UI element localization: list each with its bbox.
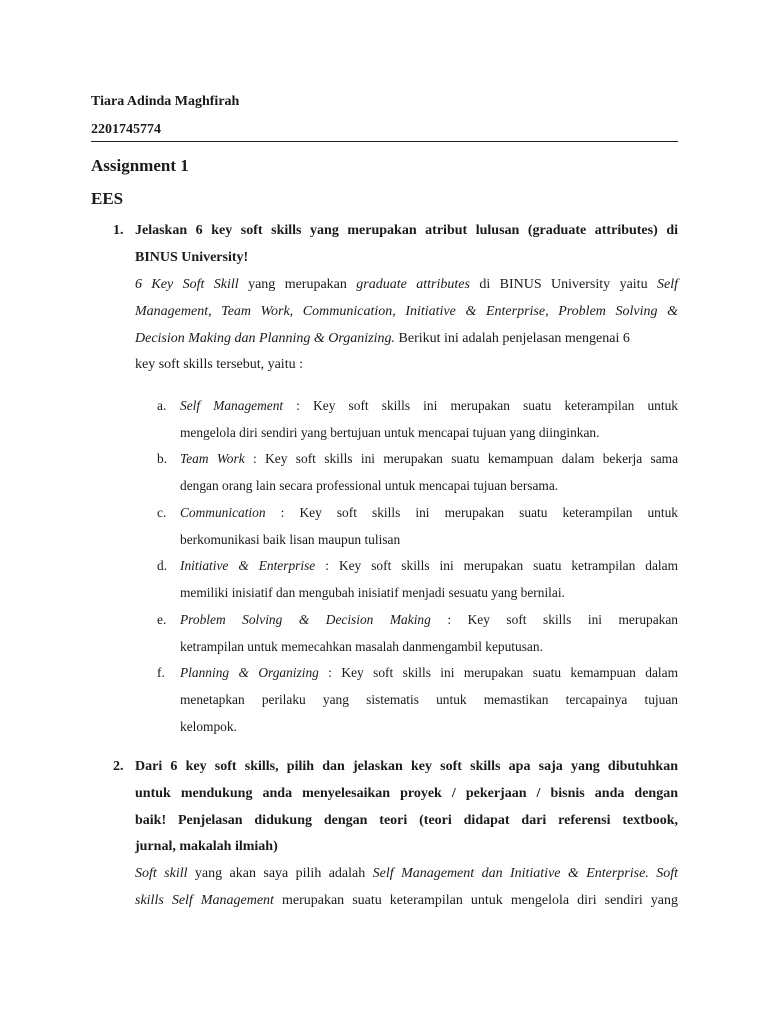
- list-item: Communication : Key soft skills ini merupakan suatu keterampilan untuk: [180, 505, 678, 520]
- question-2-line-2: untuk mendukung anda menyelesaikan proyek / pekerjaan / bisnis anda dengan: [135, 786, 678, 801]
- list-item-marker: f.: [157, 665, 165, 680]
- list-item-marker: a.: [157, 398, 167, 413]
- list-item-continuation: dengan orang lain secara professional untuk mencapai tujuan bersama.: [180, 478, 559, 493]
- list-item: Self Management : Key soft skills ini merupakan suatu keterampilan untuk: [180, 398, 678, 413]
- answer-2-line-1: Soft skill yang akan saya pilih adalah Self Management dan Initiative & Enterprise. Soft: [135, 866, 678, 881]
- answer-1-line-1: 6 Key Soft Skill yang merupakan graduate attributes di BINUS University yaitu Self: [135, 277, 678, 292]
- question-2-line-3: baik! Penjelasan didukung dengan teori (teori didapat dari referensi textbook,: [135, 813, 678, 828]
- question-1-number: 1.: [113, 223, 124, 238]
- list-item-continuation: ketrampilan untuk memecahkan masalah danmengambil keputusan.: [180, 639, 543, 654]
- answer-1-line-4: key soft skills tersebut, yaitu :: [135, 357, 303, 372]
- question-2-line-1: Dari 6 key soft skills, pilih dan jelaskan key soft skills apa saja yang dibutuhkan: [135, 759, 678, 774]
- answer-2-line-2: skills Self Management merupakan suatu keterampilan untuk mengelola diri sendiri yang: [135, 893, 678, 908]
- answer-1-line-2: Management, Team Work, Communication, Initiative & Enterprise, Problem Solving &: [135, 304, 678, 319]
- header-divider: [91, 141, 678, 142]
- answer-1-line-3: Decision Making dan Planning & Organizing. Berikut ini adalah penjelasan mengenai 6: [135, 331, 630, 346]
- list-item: Initiative & Enterprise : Key soft skills ini merupakan suatu ketrampilan dalam: [180, 558, 679, 573]
- list-item-marker: d.: [157, 558, 168, 573]
- question-2-line-4: jurnal, makalah ilmiah): [135, 839, 278, 854]
- list-item-marker: c.: [157, 505, 167, 520]
- list-item-continuation: kelompok.: [180, 719, 237, 734]
- student-id: 2201745774: [91, 122, 161, 137]
- list-item-continuation: memiliki inisiatif dan mengubah inisiatif menjadi sesuatu yang bernilai.: [180, 585, 565, 600]
- list-item: Planning & Organizing : Key soft skills ini merupakan suatu kemampuan dalam: [180, 665, 678, 680]
- assignment-title: Assignment 1: [91, 156, 189, 175]
- question-2-number: 2.: [113, 759, 124, 774]
- list-item-marker: e.: [157, 612, 167, 627]
- list-item: Problem Solving & Decision Making : Key soft skills ini merupakan: [180, 612, 678, 627]
- list-item-marker: b.: [157, 451, 168, 466]
- course-code: EES: [91, 189, 124, 208]
- list-item-continuation: berkomunikasi baik lisan maupun tulisan: [180, 532, 401, 547]
- list-item-continuation: menetapkan perilaku yang sistematis untuk memastikan tercapainya tujuan: [180, 692, 678, 707]
- list-item: Team Work : Key soft skills ini merupakan suatu kemampuan dalam bekerja sama: [180, 451, 679, 466]
- list-item-continuation: mengelola diri sendiri yang bertujuan untuk mencapai tujuan yang diinginkan.: [180, 425, 600, 440]
- question-1-line-2: BINUS University!: [135, 250, 249, 265]
- author-name: Tiara Adinda Maghfirah: [91, 94, 240, 109]
- question-1-line-1: Jelaskan 6 key soft skills yang merupakan atribut lulusan (graduate attributes) di: [135, 223, 678, 238]
